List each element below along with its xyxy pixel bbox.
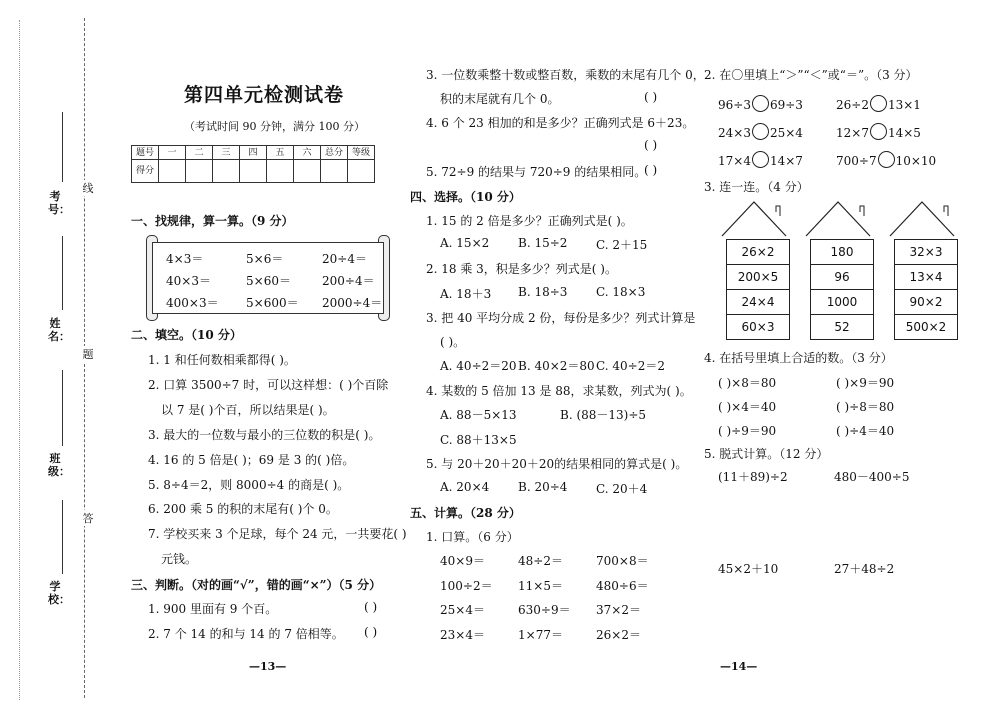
choice-question: 2. 18 乘 3，积是多少？列式是( )。 xyxy=(426,262,617,276)
stepwise-item: 27＋48÷2 xyxy=(834,562,895,576)
exam-title: 第四单元检测试卷 xyxy=(184,84,345,106)
margin-char-da: 答 xyxy=(82,512,94,525)
judge-question: 5. 72÷9 的结果与 720÷9 的结果相同。 xyxy=(426,165,647,179)
pattern-item: 20÷4＝ xyxy=(322,252,367,266)
calc-item: 630÷9＝ xyxy=(518,603,571,617)
stepwise-item: 480－400÷5 xyxy=(834,470,910,484)
exam-number-label: 考号： xyxy=(48,190,70,216)
pattern-item: 5×600＝ xyxy=(246,296,299,310)
fill-number-title: 4. 在括号里填上合适的数。（3 分） xyxy=(704,351,893,365)
compare-row xyxy=(836,151,936,168)
pattern-item: 400×3＝ xyxy=(166,296,219,310)
compare-left: 24×3 xyxy=(718,126,751,140)
choice-question: 4. 某数的 5 倍加 13 是 88，求某数，列式为( )。 xyxy=(426,384,692,398)
house-cell[interactable]: 1000 xyxy=(810,290,874,315)
fill-question: 以 7 是( )个百，所以结果是( )。 xyxy=(161,403,335,417)
compare-right: 69÷3 xyxy=(769,98,803,112)
calc-item: 100÷2＝ xyxy=(440,579,493,593)
score-input-cell[interactable] xyxy=(294,160,321,183)
house-cell[interactable]: 180 xyxy=(810,240,874,265)
school-label: 学校： xyxy=(48,580,70,606)
fill-number-item[interactable]: ( )÷8＝80 xyxy=(836,400,895,414)
score-header-cell: 六 xyxy=(294,146,321,160)
compare-row xyxy=(718,95,803,112)
pattern-item: 4×3＝ xyxy=(166,252,204,266)
pattern-item: 200÷4＝ xyxy=(322,274,375,288)
score-header-cell: 五 xyxy=(267,146,294,160)
calc-subtitle: 1. 口算。（6 分） xyxy=(426,530,519,544)
choice-option[interactable]: C. 20＋4 xyxy=(596,482,648,496)
page-number: —13— xyxy=(249,660,287,673)
judge-question: 2. 7 个 14 的和与 14 的 7 倍相等。 xyxy=(148,627,344,641)
score-input-cell[interactable] xyxy=(348,160,375,183)
answer-paren[interactable]: ( ) xyxy=(364,625,378,639)
choice-option[interactable]: A. 20×4 xyxy=(440,480,490,494)
score-input-cell[interactable] xyxy=(267,160,294,183)
house-1 xyxy=(726,239,790,340)
compare-left: 96÷3 xyxy=(718,98,751,112)
class-field[interactable] xyxy=(62,370,63,446)
calc-item: 11×5＝ xyxy=(518,579,563,593)
fill-question: 6. 200 乘 5 的积的末尾有( )个 0。 xyxy=(148,502,338,516)
section-2-title: 二、填空。（10 分） xyxy=(131,328,242,342)
fill-question: 3. 最大的一位数与最小的三位数的积是( )。 xyxy=(148,428,381,442)
calc-item: 480÷6＝ xyxy=(596,579,649,593)
name-label: 姓名： xyxy=(48,317,70,343)
class-label: 班级： xyxy=(48,452,70,478)
compare-circle[interactable] xyxy=(752,123,769,140)
choice-option[interactable]: B. 20÷4 xyxy=(518,480,568,494)
choice-option[interactable]: B. (88－13)÷5 xyxy=(560,408,647,422)
page-number: —14— xyxy=(720,660,758,673)
compare-row xyxy=(836,95,921,112)
compare-left: 700÷7 xyxy=(836,154,877,168)
fill-question: 4. 16 的 5 倍是( )；69 是 3 的( )倍。 xyxy=(148,453,355,467)
calc-item: 40×9＝ xyxy=(440,554,485,568)
school-field[interactable] xyxy=(62,500,63,574)
choice-option[interactable]: B. 15÷2 xyxy=(518,236,568,250)
exam-subtitle: （考试时间 90 分钟，满分 100 分） xyxy=(184,120,365,133)
compare-circle[interactable] xyxy=(752,95,769,112)
fill-question: 1. 1 和任何数相乘都得( )。 xyxy=(148,353,296,367)
choice-option[interactable]: A. 18＋3 xyxy=(440,287,492,301)
choice-question: ( )。 xyxy=(440,335,466,349)
score-input-cell[interactable] xyxy=(240,160,267,183)
fill-number-item[interactable]: ( )×8＝80 xyxy=(718,376,777,390)
calc-item: 25×4＝ xyxy=(440,603,485,617)
binding-dotted-line xyxy=(19,20,20,700)
stepwise-title: 5. 脱式计算。（12 分） xyxy=(704,447,829,461)
calc-item: 37×2＝ xyxy=(596,603,641,617)
choice-option[interactable]: C. 2＋15 xyxy=(596,238,648,252)
compare-right: 14×7 xyxy=(769,154,803,168)
score-header-cell: 等级 xyxy=(348,146,375,160)
section-5-title: 五、计算。（28 分） xyxy=(410,506,521,520)
choice-option[interactable]: A. 15×2 xyxy=(440,236,490,250)
pattern-item: 2000÷4＝ xyxy=(322,296,383,310)
score-header-cell: 题号 xyxy=(132,146,159,160)
score-header-cell: 四 xyxy=(240,146,267,160)
house-cell[interactable]: 500×2 xyxy=(894,315,958,340)
calc-item: 1×77＝ xyxy=(518,628,563,642)
judge-question: 3. 一位数乘整十数或整百数，乘数的末尾有几个 0， xyxy=(426,68,705,82)
fill-question: 5. 8÷4＝2，则 8000÷4 的商是( )。 xyxy=(148,478,350,492)
house-chimney-2 xyxy=(860,206,864,216)
house-cell[interactable]: 32×3 xyxy=(894,240,958,265)
score-input-cell[interactable] xyxy=(213,160,240,183)
score-input-cell[interactable] xyxy=(321,160,348,183)
calc-item: 48÷2＝ xyxy=(518,554,563,568)
fill-number-item[interactable]: ( )÷9＝90 xyxy=(718,424,777,438)
fill-question: 元钱。 xyxy=(161,552,198,566)
fill-number-item[interactable]: ( )×4＝40 xyxy=(718,400,777,414)
calc-item: 26×2＝ xyxy=(596,628,641,642)
house-chimney-3 xyxy=(944,206,948,216)
compare-circle[interactable] xyxy=(870,123,887,140)
choice-option[interactable]: A. 40÷2＝20 xyxy=(440,359,517,373)
exam-number-field[interactable] xyxy=(62,112,63,182)
compare-row xyxy=(718,151,803,168)
compare-circle[interactable] xyxy=(870,95,887,112)
section-1-title: 一、找规律，算一算。（9 分） xyxy=(131,214,294,228)
choice-question: 1. 15 的 2 倍是多少？正确列式是( )。 xyxy=(426,214,633,228)
stepwise-item: 45×2＋10 xyxy=(718,562,779,576)
fill-question: 2. 口算 3500÷7 时，可以这样想：( )个百除 xyxy=(148,378,389,392)
pattern-item: 40×3＝ xyxy=(166,274,211,288)
fill-question: 7. 学校买来 3 个足球，每个 24 元，一共要花( ) xyxy=(148,527,407,541)
judge-question: 4. 6 个 23 相加的和是多少？正确列式是 6＋23。 xyxy=(426,116,695,130)
score-header-cell: 二 xyxy=(186,146,213,160)
house-cell[interactable]: 90×2 xyxy=(894,290,958,315)
pattern-item: 5×60＝ xyxy=(246,274,291,288)
compare-row xyxy=(836,123,921,140)
house-cell[interactable]: 200×5 xyxy=(726,265,790,290)
score-input-cell[interactable] xyxy=(159,160,186,183)
answer-paren[interactable]: ( ) xyxy=(644,138,658,152)
score-header-cell: 一 xyxy=(159,146,186,160)
compare-right: 14×5 xyxy=(887,126,921,140)
score-input-cell[interactable] xyxy=(186,160,213,183)
house-cell[interactable]: 96 xyxy=(810,265,874,290)
choice-option[interactable]: B. 18÷3 xyxy=(518,285,568,299)
compare-circle[interactable] xyxy=(752,151,769,168)
compare-right: 13×1 xyxy=(887,98,921,112)
margin-char-line: 线 xyxy=(82,182,94,195)
choice-question: 5. 与 20＋20＋20＋20的结果相同的算式是( )。 xyxy=(426,457,688,471)
connect-title: 3. 连一连。（4 分） xyxy=(704,180,809,194)
section-4-title: 四、选择。（10 分） xyxy=(410,190,521,204)
choice-option[interactable]: C. 18×3 xyxy=(596,285,646,299)
answer-paren[interactable]: ( ) xyxy=(644,90,658,104)
choice-option[interactable]: C. 88＋13×5 xyxy=(440,433,517,447)
house-chimney-1 xyxy=(776,206,780,216)
compare-title: 2. 在〇里填上“＞”“＜”或“＝”。（3 分） xyxy=(704,68,918,82)
margin-char-ti: 题 xyxy=(82,348,94,361)
score-header-cell: 三 xyxy=(213,146,240,160)
score-header-cell: 总分 xyxy=(321,146,348,160)
compare-left: 17×4 xyxy=(718,154,751,168)
compare-circle[interactable] xyxy=(878,151,895,168)
fill-number-item[interactable]: ( )×9＝90 xyxy=(836,376,895,390)
compare-left: 26÷2 xyxy=(836,98,869,112)
name-field[interactable] xyxy=(62,236,63,310)
house-cell[interactable]: 26×2 xyxy=(726,240,790,265)
score-table xyxy=(131,145,375,183)
house-roofs xyxy=(718,198,988,238)
compare-right: 10×10 xyxy=(895,154,937,168)
house-cell[interactable]: 24×4 xyxy=(726,290,790,315)
pattern-item: 5×6＝ xyxy=(246,252,284,266)
compare-left: 12×7 xyxy=(836,126,869,140)
choice-question: 3. 把 40 平均分成 2 份，每份是多少？列式计算是 xyxy=(426,311,696,325)
choice-option[interactable]: C. 40÷2＝2 xyxy=(596,359,665,373)
score-row-label: 得分 xyxy=(132,160,159,183)
choice-option[interactable]: A. 88－5×13 xyxy=(440,408,517,422)
house-cell[interactable]: 52 xyxy=(810,315,874,340)
answer-paren[interactable]: ( ) xyxy=(364,600,378,614)
compare-right: 25×4 xyxy=(769,126,803,140)
calc-item: 23×4＝ xyxy=(440,628,485,642)
section-3-title: 三、判断。（对的画“√”，错的画“×”）（5 分） xyxy=(131,578,382,592)
house-cell[interactable]: 13×4 xyxy=(894,265,958,290)
judge-question: 1. 900 里面有 9 个百。 xyxy=(148,602,278,616)
house-cell[interactable]: 60×3 xyxy=(726,315,790,340)
house-2 xyxy=(810,239,874,340)
compare-row xyxy=(718,123,803,140)
judge-question: 积的末尾就有几个 0。 xyxy=(440,92,560,106)
answer-paren[interactable]: ( ) xyxy=(644,163,658,177)
fill-number-item[interactable]: ( )÷4＝40 xyxy=(836,424,895,438)
calc-item: 700×8＝ xyxy=(596,554,649,568)
choice-option[interactable]: B. 40×2＝80 xyxy=(518,359,595,373)
house-3 xyxy=(894,239,958,340)
stepwise-item: (11＋89)÷2 xyxy=(718,470,788,484)
